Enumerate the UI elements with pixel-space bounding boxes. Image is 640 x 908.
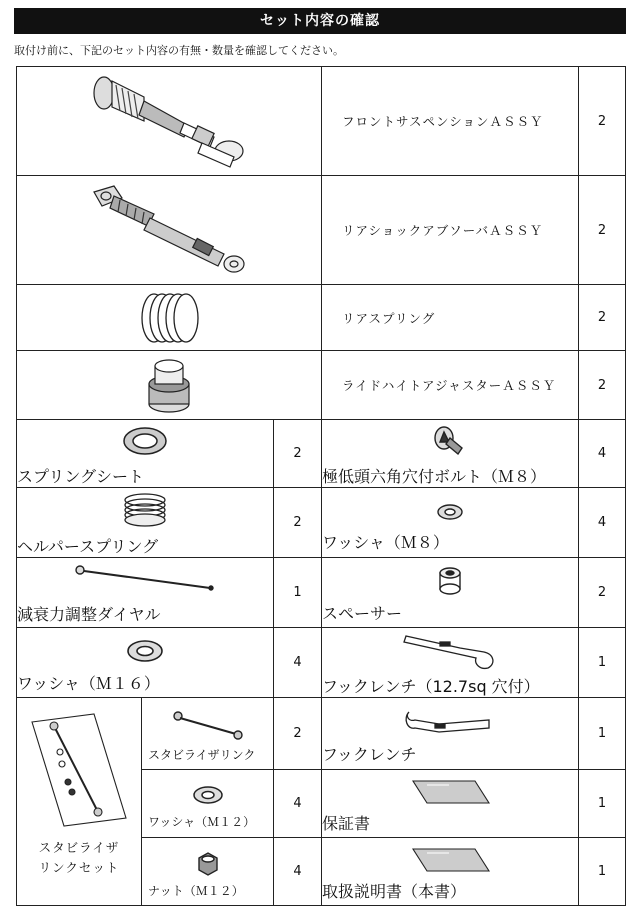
part-qty: 4 (274, 628, 322, 698)
part-image-cell (17, 351, 322, 420)
table-row (17, 558, 626, 628)
part-qty: 1 (579, 838, 626, 906)
instruction-manual-icon (405, 845, 495, 875)
part-cell (322, 488, 579, 558)
stabilizer-set-cell (17, 698, 142, 906)
damping-adjust-dial-icon (70, 562, 220, 592)
part-qty: 1 (579, 698, 626, 770)
part-name: 極低頭六角穴付ボルト（Ｍ８） (322, 467, 547, 486)
part-qty: 1 (274, 558, 322, 628)
part-qty: 2 (274, 698, 322, 770)
part-cell (17, 558, 274, 628)
part-cell (17, 488, 274, 558)
table-row (17, 488, 626, 558)
part-name: ライドハイトアジャスターＡＳＳＹ (322, 351, 579, 420)
part-name: リアスプリング (322, 285, 579, 351)
part-qty: 2 (579, 285, 626, 351)
part-cell (322, 770, 579, 838)
contents-table (16, 66, 626, 906)
table-row (17, 351, 626, 420)
part-cell (322, 698, 579, 770)
warranty-card-icon (405, 777, 495, 807)
part-qty: 2 (579, 351, 626, 420)
part-name: ワッシャ（Ｍ８） (322, 533, 449, 552)
section-title: セット内容の確認 (14, 8, 626, 34)
part-name: ヘルパースプリング (17, 537, 159, 556)
stabilizer-set-name: スタビライザ (38, 840, 120, 855)
stabilizer-link-icon (168, 708, 248, 742)
part-name: スプリングシート (17, 467, 145, 486)
part-qty: 4 (579, 420, 626, 488)
part-name: ナット（Ｍ１２） (148, 884, 244, 898)
nut-m12-icon (193, 848, 223, 878)
table-row (17, 67, 626, 176)
part-qty: 2 (579, 558, 626, 628)
stabilizer-set-name: リンクセット (38, 860, 120, 875)
instruction-text: 取付け前に、下記のセット内容の有無・数量を確認してください。 (14, 44, 344, 57)
part-name: スタビライザリンク (148, 748, 256, 762)
helper-spring-icon (120, 492, 170, 530)
part-cell (142, 838, 274, 906)
part-name: フックレンチ（12.7sq 穴付） (322, 677, 540, 696)
part-name: 保証書 (322, 814, 371, 833)
part-qty: 1 (579, 628, 626, 698)
front-suspension-icon (84, 71, 254, 171)
part-cell (322, 838, 579, 906)
part-qty: 4 (274, 838, 322, 906)
part-image-cell (17, 176, 322, 285)
part-cell (142, 770, 274, 838)
part-cell (17, 420, 274, 488)
part-qty: 2 (579, 176, 626, 285)
hook-wrench-square-hole-icon (400, 630, 500, 670)
part-qty: 1 (579, 770, 626, 838)
part-name: ワッシャ（Ｍ１６） (17, 674, 160, 693)
part-cell (322, 420, 579, 488)
part-name: フロントサスペンションＡＳＳＹ (322, 67, 579, 176)
hex-socket-bolt-icon (430, 424, 470, 458)
part-cell (322, 628, 579, 698)
stabilizer-link-set-icon (24, 708, 134, 828)
part-cell (322, 558, 579, 628)
part-cell (17, 628, 274, 698)
spacer-icon (435, 565, 465, 595)
part-qty: 2 (274, 488, 322, 558)
table-row (17, 698, 626, 770)
rear-spring-icon (124, 288, 214, 348)
part-qty: 2 (274, 420, 322, 488)
table-row (17, 420, 626, 488)
part-qty: 4 (579, 488, 626, 558)
part-name: ワッシャ（Ｍ１２） (148, 815, 256, 829)
spring-seat-icon (120, 424, 170, 458)
part-name: スペーサー (322, 604, 403, 623)
hook-wrench-icon (405, 706, 495, 736)
part-image-cell (17, 67, 322, 176)
ride-height-adjuster-icon (139, 354, 199, 416)
part-name: リアショックアブソーバＡＳＳＹ (322, 176, 579, 285)
table-row (17, 176, 626, 285)
part-qty: 4 (274, 770, 322, 838)
part-qty: 2 (579, 67, 626, 176)
washer-m8-icon (435, 502, 465, 522)
washer-m12-icon (190, 783, 226, 807)
washer-m16-icon (125, 637, 165, 665)
table-row (17, 285, 626, 351)
rear-shock-absorber-icon (84, 180, 254, 280)
part-name: 取扱説明書（本書） (322, 882, 467, 901)
part-image-cell (17, 285, 322, 351)
part-name: フックレンチ (322, 745, 417, 764)
table-row (17, 628, 626, 698)
part-name: 減衰力調整ダイヤル (17, 605, 161, 624)
part-cell (142, 698, 274, 770)
